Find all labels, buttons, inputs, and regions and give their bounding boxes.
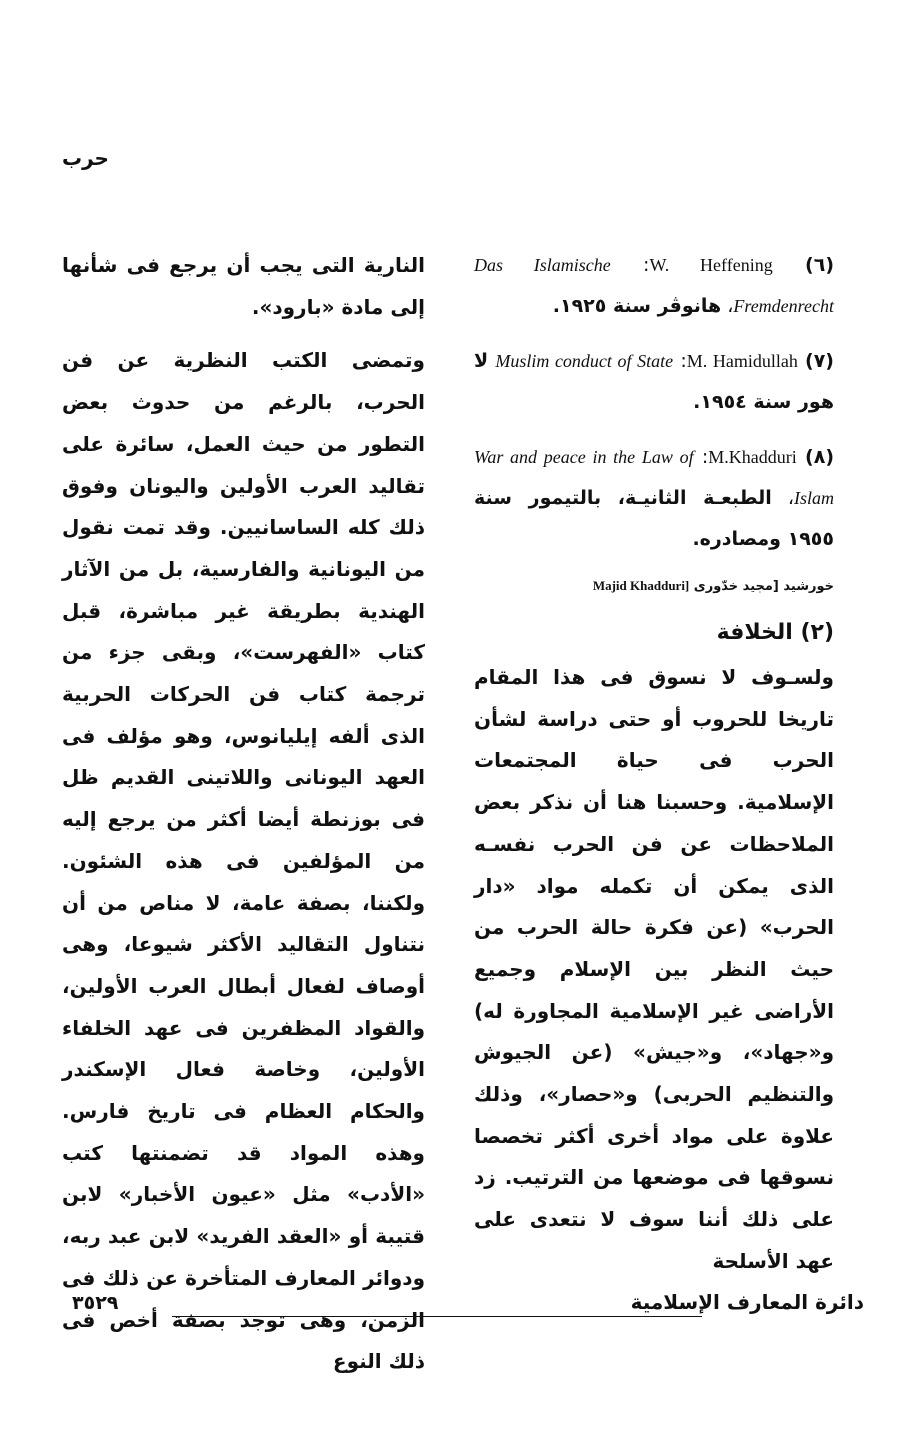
footnote-number: (٨) [805,446,834,468]
footnote-author: M. Hamidullah [686,351,798,371]
footnote-8: (٨) M.Khadduri: War and peace in the Law of Islam، الطبعـة الثانيـة، بالتيمور سنة ١٩٥٥ ومصادره. [474,446,835,550]
footnote-publication: الطبعـة الثانيـة، بالتيمور سنة ١٩٥٥ ومصادره. [474,487,834,550]
page-number: ٣٥٢٩ [72,1292,119,1314]
signature-latin: Majid Khadduri] [592,578,690,593]
paragraph: النارية التى يجب أن يرجع فى شأنها إلى مادة «بارود». [62,253,425,319]
footnote-publication: لا هور سنة ١٩٥٤. [474,350,834,413]
footnote-work-title: Das Islamische Fremdenrecht [474,255,834,316]
left-column [62,245,425,1383]
page-footer [62,1290,864,1326]
paragraph: وتمضى الكتب النظرية عن فن الحرب، بالرغم من حدوث بعض التطور من حيث العمل، سائرة على تقاليد العرب الأولين واليونان وفوق ذلك كله الساسانيين. وقد تمت نقول من اليونانية والفارسية، بل من الآثار الهندية بطريقة غير مباشرة، قبل كتاب «الفهرست»، وبقى جزء من ترجمة كتاب فن الحركات الحربية الذى ألفه إيليانوس، وهو مؤلف فى العهد اليونانى واللاتينى القديم ظل فى بوزنطة أيضا أكثر من يرجع إليه من المؤلفين فى هذه الشئون. ولكننا، بصفة عامة، لا مناص من أن نتناول التقاليد الأكثر شيوعا، وهى أوصاف لفعال أبطال العرب الأولين، والقواد المظفرين فى عهد الخلفاء الأولين، وخاصة فعال الإسكندر والحكام العظام فى تاريخ فارس. وهذه المواد قد تضمنتها كتب «الأدب» مثل «عيون الأخبار» لابن قتيبة أو «العقد الفريد» لابن عبد ربه، ودوائر المعارف المتأخرة عن ذلك فى الزمن، وهى توجد بصفة أخص فى ذلك النوع [62,348,425,1374]
footnote-publication: هانوڤر سنة ١٩٢٥. [552,295,722,317]
footnote-author: M.Khadduri [708,447,797,467]
footnote-number: (٧) [805,350,834,372]
section-title: (٢) الخلافة [716,620,834,645]
footnote-work-title: War and peace in the Law of Islam [474,447,835,508]
section-body: ولسـوف لا نسوق فى هذا المقام تاريخا للحروب أو حتى دراسة لشأن الحرب فى حياة المجتمعات الإسلامية. وحسبنا هنا أن نذكر بعض الملاحظات عن فن الحرب نفسـه الذى يمكن أن تكمله مواد «دار الحرب» (عن فكرة حالة الحرب من حيث النظر بين الإسلام وجميع الأراضى غير الإسلامية المجاورة له) و«جهاد»، و«جيش» (عن الجيوش والتنظيم الحربى) و«حصار»، وذلك علاوة على مواد أخرى أكثر تخصصا نسوقها فى موضعها من الترتيب. زد على ذلك أننا سوف لا نتعدى على عهد الأسلحة [474,665,834,1273]
footnote-6: (٦) W. Heffening: Das Islamische Fremdenrecht، هانوڤر سنة ١٩٢٥. [474,254,834,317]
footer-rule [172,1316,702,1317]
running-head: حرب [62,146,109,170]
right-column [474,245,834,1283]
footnote-number: (٦) [805,254,834,276]
footnote-7: (٧) M. Hamidullah: Muslim conduct of State لا هور سنة ١٩٥٤. [474,350,834,413]
author-signature [474,574,834,599]
signature-arabic: خورشيد [مجيد خدّورى [693,579,834,594]
footnote-work-title: Muslim conduct of State [495,351,674,371]
footnote-author: W. Heffening [649,255,773,275]
footer-title: دائرة المعارف الإسلامية [630,1290,864,1314]
